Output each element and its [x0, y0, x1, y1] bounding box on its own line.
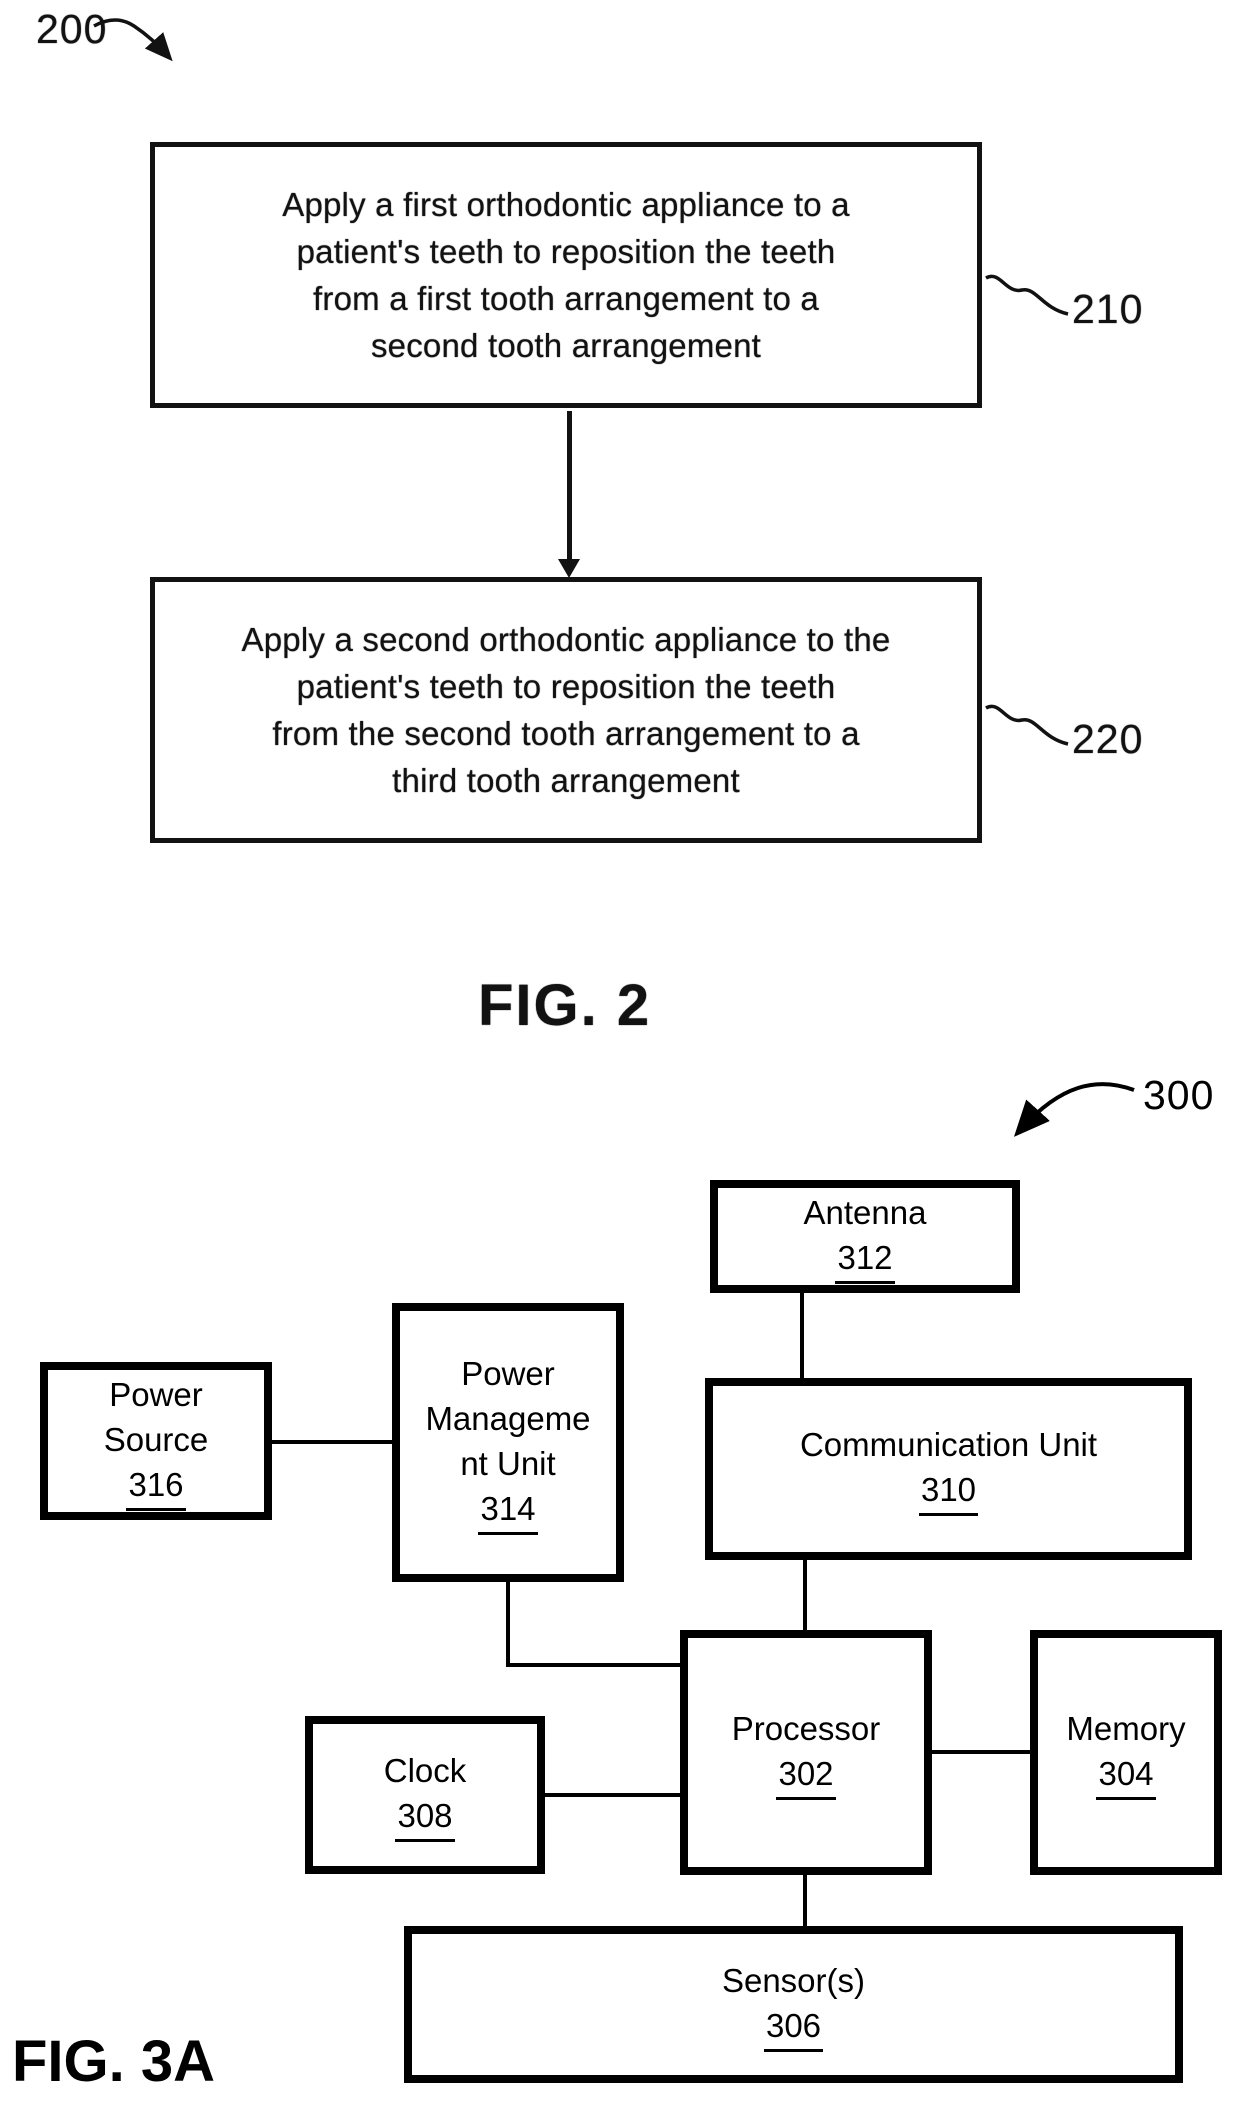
flow-step-210-line3: from a first tooth arrangement to a — [313, 280, 819, 317]
flow-arrow-line — [567, 411, 572, 561]
block-processor-number: 302 — [776, 1751, 835, 1800]
block-power-management-unit — [392, 1303, 624, 1582]
flow-step-220 — [150, 577, 982, 843]
flow-step-220-line3: from the second tooth arrangement to a — [272, 715, 860, 752]
ref-label-220: 220 — [1072, 716, 1144, 762]
block-sensors-label: Sensor(s) — [721, 1961, 866, 1999]
connector-powersource-pmu — [272, 1440, 392, 1444]
block-memory — [1030, 1630, 1222, 1875]
leader-line-220-icon — [984, 698, 1072, 748]
connector-clock-processor — [545, 1793, 680, 1797]
block-antenna — [710, 1180, 1020, 1293]
block-power-source-line2: Source — [103, 1420, 209, 1458]
block-memory-label: Memory — [1066, 1709, 1186, 1747]
block-communication-unit — [705, 1378, 1192, 1560]
ref-label-300: 300 — [1143, 1072, 1215, 1118]
block-power-management-unit-line1: Power — [461, 1354, 555, 1392]
block-antenna-label: Antenna — [803, 1193, 927, 1231]
block-processor — [680, 1630, 932, 1875]
leader-arrow-300-icon — [1008, 1082, 1138, 1144]
connector-pmu-processor-horizontal — [506, 1663, 680, 1667]
flow-arrow-head-icon — [558, 559, 580, 578]
block-power-management-unit-number: 314 — [478, 1486, 537, 1535]
block-power-management-unit-line3: nt Unit — [460, 1444, 556, 1482]
figure3a-caption: FIG. 3A — [12, 2029, 216, 2094]
connector-antenna-communication — [800, 1293, 804, 1378]
connector-pmu-processor-vertical — [506, 1582, 510, 1667]
block-processor-label: Processor — [731, 1709, 881, 1747]
figure2-caption: FIG. 2 — [478, 973, 652, 1038]
block-power-source — [40, 1362, 272, 1520]
block-clock — [305, 1716, 545, 1874]
block-clock-number: 308 — [395, 1793, 454, 1842]
flow-step-220-line2: patient's teeth to reposition the teeth — [296, 668, 836, 705]
flow-step-210-line1: Apply a first orthodontic appliance to a — [282, 186, 850, 223]
connector-processor-memory — [932, 1750, 1030, 1754]
flow-step-210 — [150, 142, 982, 408]
block-sensors — [404, 1926, 1183, 2083]
block-power-source-number: 316 — [126, 1462, 185, 1511]
block-antenna-number: 312 — [835, 1235, 894, 1284]
block-power-management-unit-line2: Manageme — [425, 1399, 591, 1437]
block-communication-unit-number: 310 — [919, 1467, 978, 1516]
connector-processor-sensors — [803, 1875, 807, 1926]
flow-step-210-line4: second tooth arrangement — [370, 327, 762, 364]
block-memory-number: 304 — [1096, 1751, 1155, 1800]
flow-step-220-line4: third tooth arrangement — [392, 762, 740, 799]
block-communication-unit-label: Communication Unit — [799, 1426, 1098, 1463]
ref-label-210: 210 — [1072, 286, 1144, 332]
leader-line-210-icon — [984, 268, 1072, 318]
block-clock-label: Clock — [383, 1752, 467, 1789]
leader-arrow-200-icon — [92, 18, 192, 78]
flow-step-210-line2: patient's teeth to reposition the teeth — [296, 233, 836, 270]
block-power-source-line1: Power — [109, 1375, 203, 1413]
ref-label-200: 200 — [36, 6, 108, 52]
block-sensors-number: 306 — [764, 2003, 823, 2052]
flow-step-220-line1: Apply a second orthodontic appliance to the — [241, 621, 891, 658]
connector-communication-processor — [803, 1560, 807, 1630]
